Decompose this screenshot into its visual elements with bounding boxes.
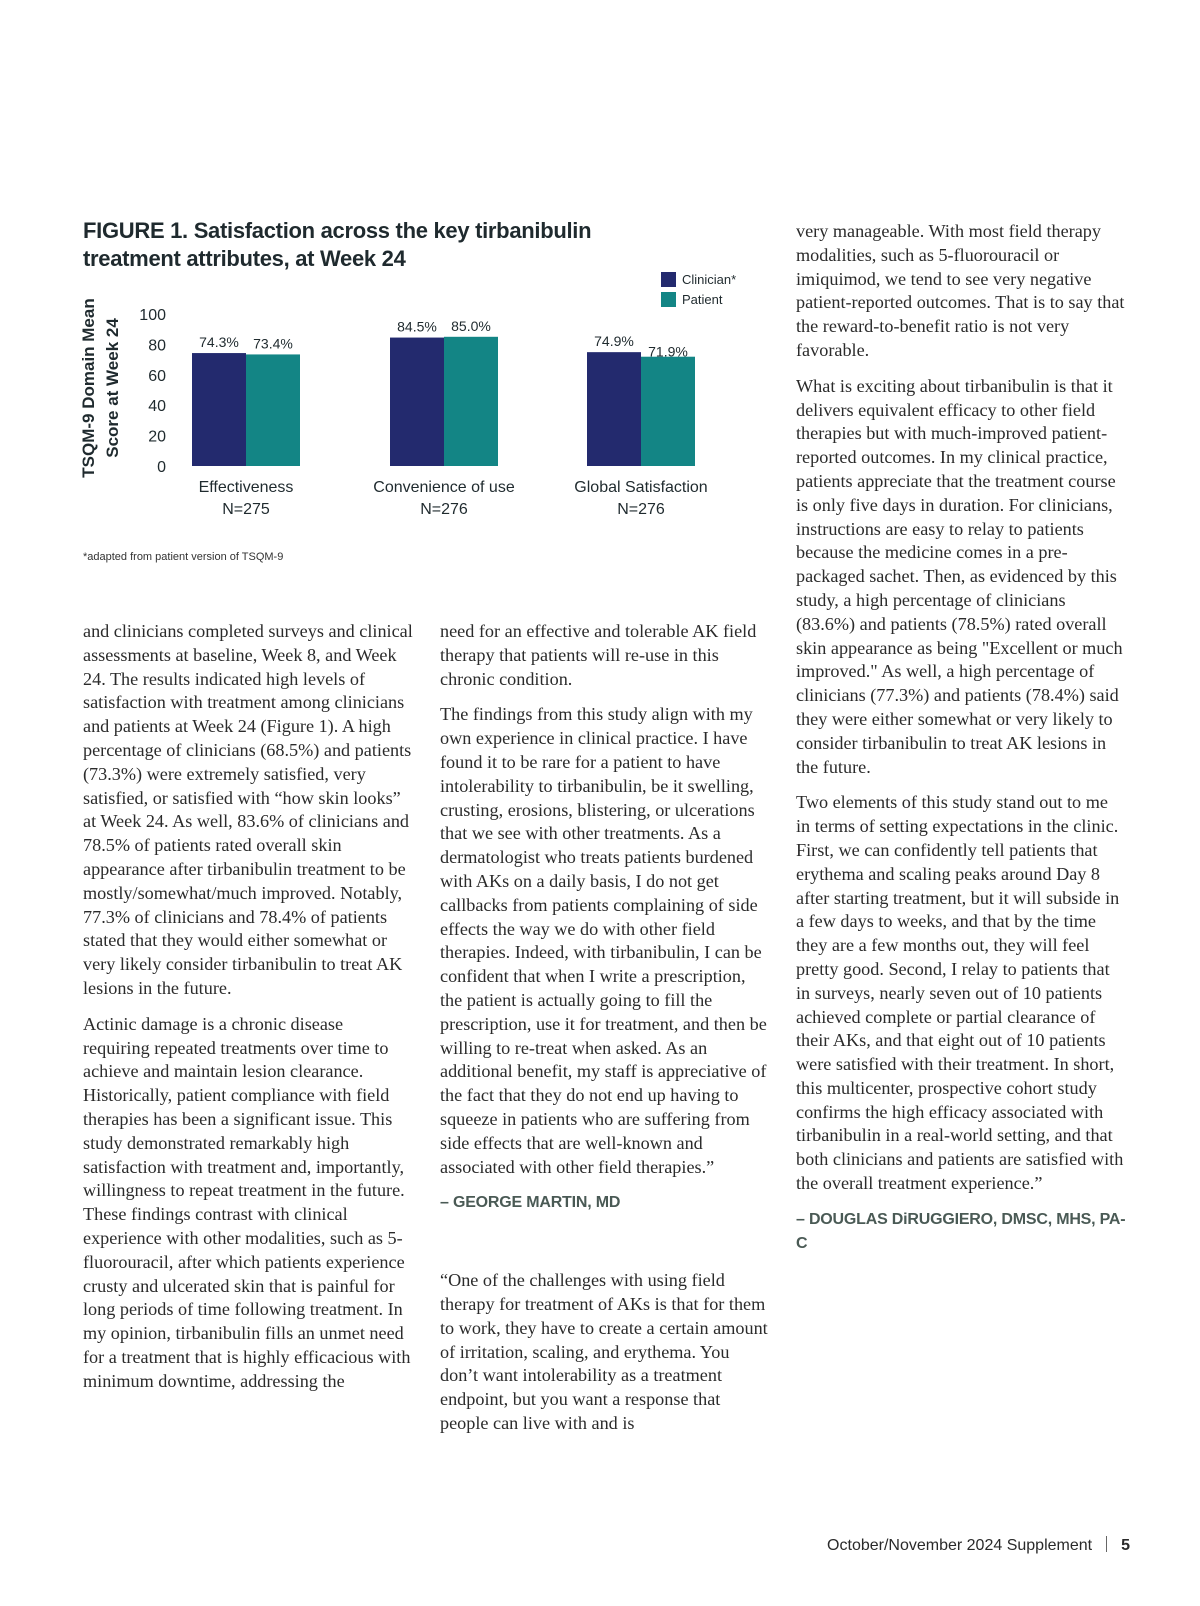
bar-value-label: 85.0% bbox=[451, 317, 491, 334]
paragraph: The findings from this study align with my own experience in clinical practice. I have found it to be rare for a patient to have intolerability to tirbanibulin, be it swelling, crusting, erosions, blistering, or ulcerations that we see with other treatments. As a dermatologist who treats patients burdened with AKs on a daily basis, I do not get callbacks from patients complaining of side effects the way we do with other field therapies. Indeed, with tirbanibulin, I can be confident that when I write a prescription, the patient is actually going to fill the prescription, use it for treatment, and then be willing to re-treat when asked. As an additional benefit, my staff is appreciative of the fact that they do not end up having to squeeze in patients who are suffering from side effects that are well-known and associated with other field therapies.” bbox=[440, 704, 767, 1177]
bar bbox=[444, 337, 498, 466]
category-label: Global Satisfaction bbox=[574, 479, 708, 496]
legend-label: Clinician* bbox=[682, 272, 737, 287]
bar-value-label: 71.9% bbox=[648, 343, 688, 360]
figure-label: FIGURE 1. bbox=[83, 218, 188, 243]
bars bbox=[192, 318, 695, 466]
legend-swatch bbox=[661, 292, 676, 307]
category-n-label: N=275 bbox=[222, 501, 270, 518]
y-tick-label: 0 bbox=[157, 459, 166, 476]
paragraph: very manageable. With most field therapy modalities, such as 5-fluorouracil or imiquimod, we tend to see very negative patient-reported outcomes. That is to say that the reward-to-benefit ratio is not very favorable. bbox=[796, 221, 1125, 360]
bar-value-label: 73.4% bbox=[253, 335, 293, 352]
bar bbox=[641, 357, 695, 466]
paragraph: “One of the challenges with using field therapy for treatment of AKs is that for them to work, they have to create a certain amount of irritation, scaling, and erythema. You don’t want intolerability as a treatment endpoint, but you want a response that people can live with and is bbox=[440, 1270, 768, 1433]
paragraph: need for an effective and tolerable AK field therapy that patients will re-use in this chronic condition. bbox=[440, 621, 757, 689]
bar-value-label: 74.9% bbox=[594, 333, 634, 350]
legend bbox=[661, 272, 736, 307]
y-tick-label: 60 bbox=[148, 367, 166, 385]
bar bbox=[587, 352, 641, 466]
legend-label: Patient bbox=[682, 292, 723, 307]
bar-value-label: 84.5% bbox=[397, 318, 437, 335]
paragraph: Actinic damage is a chronic disease requiring repeated treatments over time to achieve and maintain lesion clearance. Historically, patient compliance with field therapies has been a significant issue. This study demonstrated remarkably high satisfaction with treatment and, importantly, willingness to repeat treatment in the future. These findings contrast with clinical experience with other modalities, such as 5-fluorouracil, after which patients experience crusty and ulcerated skin that is painful for long periods of time following treatment. In my opinion, tirbanibulin fills an unmet need for a treatment that is highly efficacious with minimum downtime, addressing the bbox=[83, 1013, 411, 1391]
y-tick-label: 40 bbox=[148, 398, 166, 416]
figure-caption: Satisfaction across the key tirbanibulin treatment attributes, at Week 24 bbox=[83, 218, 592, 271]
legend-swatch bbox=[661, 272, 676, 287]
paragraph: and clinicians completed surveys and clinical assessments at baseline, Week 8, and Week 24. The results indicated high levels of satisfaction with treatment among clinicians and patients at Week 24 (Figure 1). A high percentage of clinicians (68.5%) and patients (73.3%) were extremely satisfied, very satisfied, or satisfied with “how skin looks” at Week 24. As well, 83.6% of clinicians and 78.5% of patients rated overall skin appearance after tirbanibulin treatment to be mostly/somewhat/much improved. Notably, 77.3% of clinicians and 78.4% of patients stated that they would either somewhat or very likely consider tirbanibulin to treat AK lesions in the future. bbox=[83, 621, 413, 998]
page-number: 5 bbox=[1121, 1537, 1130, 1554]
paragraph: Two elements of this study stand out to me in terms of setting expectations in the clinic. First, we can confidently tell patients that erythema and scaling peaks around Day 8 after starting treatment, but it will subside in a few days to weeks, and that by the time they are a few months out, they will feel pretty good. Second, I relay to patients that in surveys, nearly seven out of 10 patients achieved complete or partial clearance of their AKs, and that eight out of 10 patients were satisfied with their treatment. In short, this multicenter, prospective cohort study confirms the high efficacy associated with tirbanibulin in a real-world setting, and that both clinicians and patients are satisfied with the overall treatment experience.” bbox=[796, 792, 1124, 1194]
y-axis-label bbox=[79, 298, 122, 477]
quote-attribution: – GEORGE MARTIN, MD bbox=[440, 1194, 621, 1212]
y-axis-label-line: TSQM-9 Domain Mean bbox=[79, 298, 98, 478]
paragraph: What is exciting about tirbanibulin is that it delivers equivalent efficacy to other field therapies but with much-improved patient-reported outcomes. In my clinical practice, patients appreciate that the treatment course is only five days in duration. For clinicians, instructions are easy to relay to patients because the medicine comes in a pre-packaged sachet. Then, as evidenced by this study, a high percentage of clinicians (83.6%) and patients (78.5%) rated overall skin appearance as being "Excellent or much improved." As well, a high percentage of clinicians (77.3%) and patients (78.4%) said they were either somewhat or very likely to consider tirbanibulin to treat AK lesions in the future. bbox=[796, 375, 1123, 777]
body-column-2 bbox=[440, 620, 772, 1448]
category-label: Effectiveness bbox=[198, 479, 294, 496]
quote-attribution: – DOUGLAS DiRUGGIERO, DMSC, MHS, PA-C bbox=[796, 1210, 1126, 1252]
x-axis-categories bbox=[199, 479, 708, 518]
issue-label: October/November 2024 Supplement bbox=[827, 1537, 1093, 1554]
bar-value-label: 74.3% bbox=[199, 334, 239, 351]
y-tick-label: 80 bbox=[148, 337, 166, 355]
figure-title bbox=[83, 217, 603, 273]
bar bbox=[390, 338, 444, 466]
category-label: Convenience of use bbox=[373, 479, 515, 496]
body-column-1 bbox=[83, 620, 413, 1406]
bar-chart bbox=[78, 270, 768, 540]
y-tick-label: 100 bbox=[139, 307, 166, 324]
figure-footnote: *adapted from patient version of TSQM-9 bbox=[83, 551, 284, 563]
bar bbox=[246, 354, 300, 466]
y-axis-ticks bbox=[139, 307, 166, 476]
body-column-3 bbox=[796, 220, 1126, 1269]
y-tick-label: 20 bbox=[148, 428, 166, 446]
footer-divider bbox=[1106, 1536, 1107, 1552]
category-n-label: N=276 bbox=[617, 501, 665, 518]
bar bbox=[192, 353, 246, 466]
category-n-label: N=276 bbox=[420, 501, 468, 518]
page-footer bbox=[800, 1536, 1130, 1555]
y-axis-label-line: Score at Week 24 bbox=[103, 318, 122, 458]
